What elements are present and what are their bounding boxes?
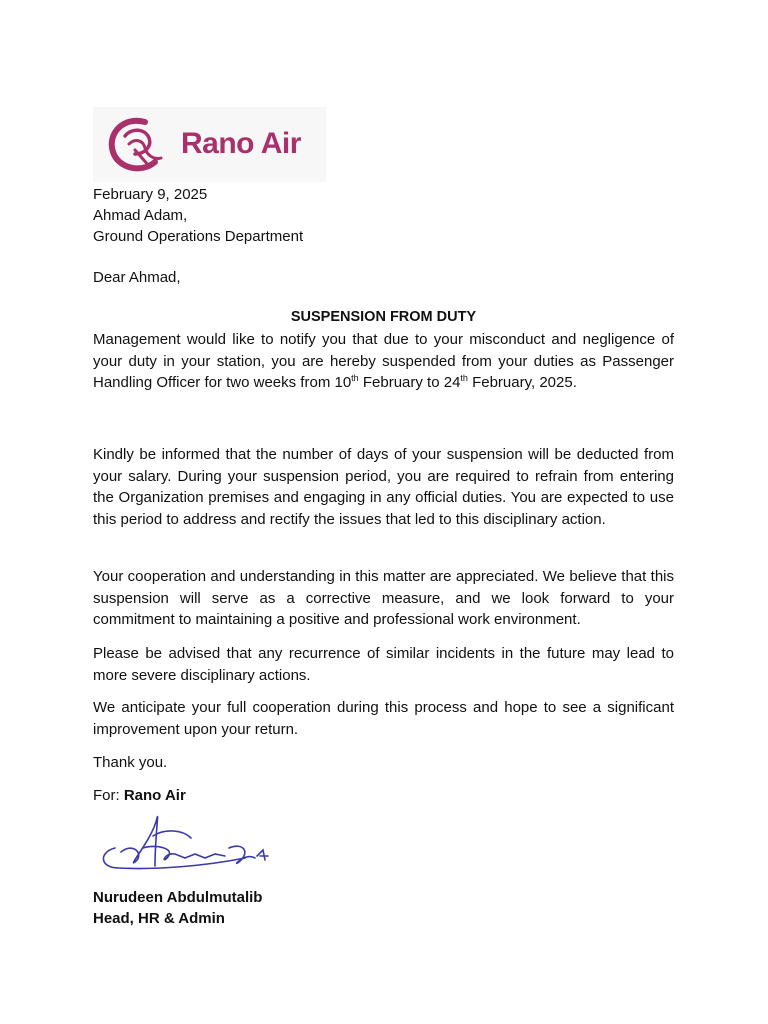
recipient-department: Ground Operations Department — [93, 228, 304, 245]
paragraph-3: Your cooperation and understanding in this matter are appreciated. We believe that this suspension will serve as a corrective measure, and we look forward to your commitment to maintaining a positive and professional work environment. — [93, 568, 674, 629]
signatory-name: Nurudeen Abdulmutalib — [93, 889, 263, 906]
paragraph-1: Management would like to notify you that due to your misconduct and negligence of your duty in your station, you are hereby suspended from your duties as Passenger Handling Officer for two weeks from 10th February to 24th February, 2025. — [93, 331, 674, 392]
company-logo — [93, 107, 326, 182]
signature — [95, 808, 300, 888]
logo-wordmark: Rano Air — [181, 127, 301, 160]
closing-thanks: Thank you. — [93, 754, 168, 771]
paragraph-5: We anticipate your full cooperation during this process and hope to see a significant improvement upon your return. — [93, 699, 674, 738]
salutation: Dear Ahmad, — [93, 269, 181, 286]
signatory-title: Head, HR & Admin — [93, 910, 225, 927]
paragraph-4: Please be advised that any recurrence of similar incidents in the future may lead to more severe disciplinary actions. — [93, 645, 674, 684]
letter-subject: SUSPENSION FROM DUTY — [290, 309, 477, 325]
rano-air-logo-icon — [105, 114, 167, 176]
paragraph-2: Kindly be informed that the number of days of your suspension will be deducted from your salary. During your suspension period, you are required to refrain from entering the Organization premises and engaging in any official duties. You are expected to use this period to address and rectify the issues that led to this disciplinary action. — [93, 446, 674, 529]
recipient-name: Ahmad Adam, — [93, 207, 188, 224]
closing-for: For: Rano Air — [93, 787, 186, 804]
letter-date: February 9, 2025 — [93, 186, 208, 203]
